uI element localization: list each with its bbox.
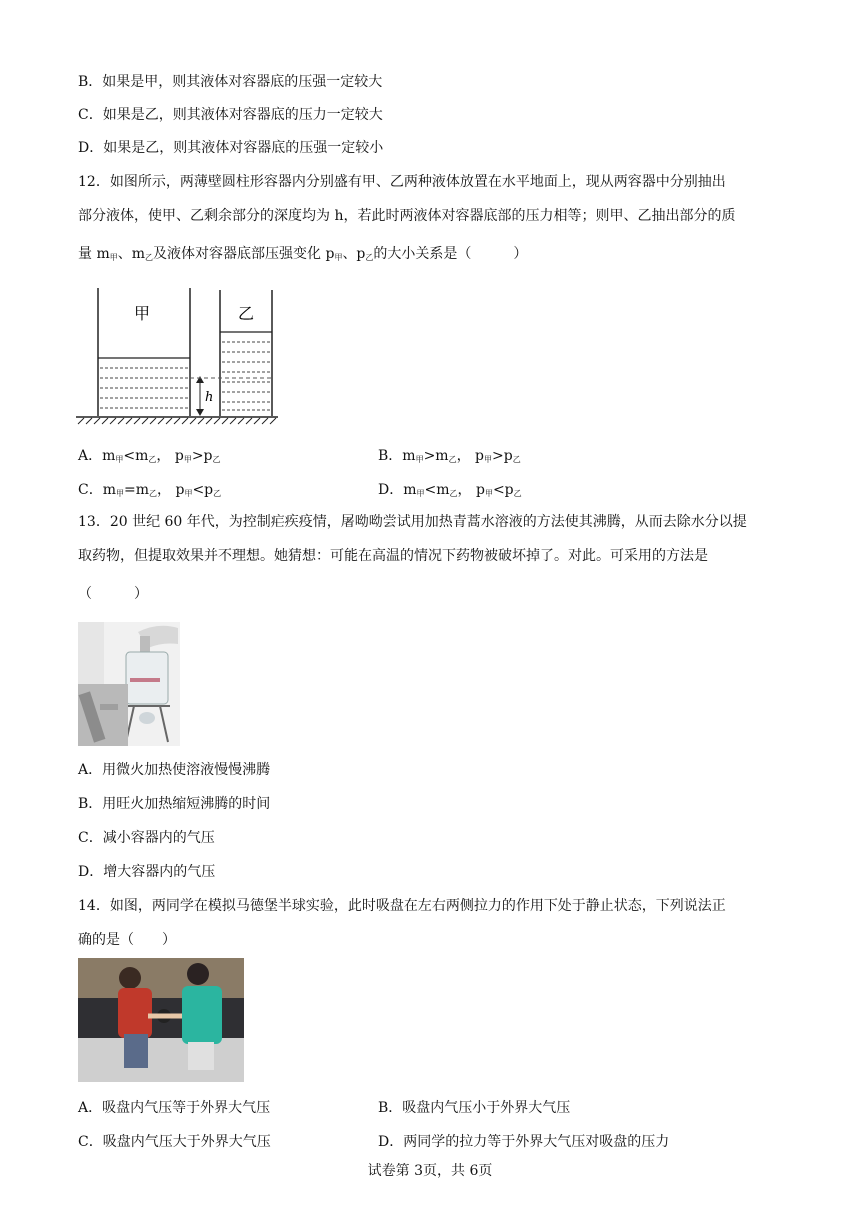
q14-option-d: D．两同学的拉力等于外界大气压对吸盘的压力 <box>378 1134 670 1150</box>
q12-label-h: h <box>205 390 214 405</box>
q12-stem-line2: 部分液体，使甲、乙剩余部分的深度均为 h，若此时两液体对容器底部的压力相等；则甲、乙抽出部分的质 <box>78 208 736 224</box>
q11-option-c: C．如果是乙，则其液体对容器底的压力一定较大 <box>78 107 383 123</box>
q13-stem-line1: 13．20 世纪 60 年代，为控制疟疾疫情，屠呦呦尝试用加热青蒿水溶液的方法使其沸腾，从而去除水分以提 <box>78 514 747 530</box>
q14-stem-line2: 确的是（ ） <box>78 932 176 948</box>
q13-option-a: A．用微火加热使溶液慢慢沸腾 <box>78 762 271 778</box>
q14-option-b: B．吸盘内气压小于外界大气压 <box>378 1100 571 1116</box>
page-footer: 试卷第 3页，共 6页 <box>367 1163 493 1179</box>
q13-option-d: D．增大容器内的气压 <box>78 864 216 880</box>
q12-option-a: A．$m_甲<m_乙$， $p_甲>p_乙$ <box>78 448 221 464</box>
q12-label-yi: 乙 <box>238 304 255 323</box>
q13-option-c: C．减小容器内的气压 <box>78 830 215 846</box>
q12-option-c: C．$m_甲=m_乙$， $p_甲<p_乙$ <box>78 482 222 498</box>
q13-stem-line3: （ ） <box>78 586 148 602</box>
q12-stem-line3: 量 $m_甲$、$m_乙$及液体对容器底部压强变化 $p_甲$、$p_乙$的大小关系是（ ） <box>78 246 528 262</box>
q12-option-b: B．$m_甲>m_乙$， $p_甲>p_乙$ <box>378 448 521 464</box>
q14-option-a: A．吸盘内气压等于外界大气压 <box>78 1100 271 1116</box>
q11-option-b: B．如果是甲，则其液体对容器底的压强一定较大 <box>78 74 383 90</box>
q14-stem-line1: 14．如图，两同学在模拟马德堡半球实验，此时吸盘在左右两侧拉力的作用下处于静止状态，下列说法正 <box>78 898 726 914</box>
q11-option-d: D．如果是乙，则其液体对容器底的压强一定较小 <box>78 140 384 156</box>
q12-stem-line1: 12．如图所示，两薄壁圆柱形容器内分别盛有甲、乙两种液体放置在水平地面上，现从两容器中分别抽出 <box>78 174 726 190</box>
q12-label-jia: 甲 <box>134 304 151 323</box>
q12-container-figure <box>76 286 278 426</box>
q13-option-b: B．用旺火加热缩短沸腾的时间 <box>78 796 271 812</box>
q13-stem-line2: 取药物，但提取效果并不理想。她猜想：可能在高温的情况下药物被破坏掉了。对此。可采用的方法是 <box>78 548 708 564</box>
q14-suction-cup-photo <box>78 958 244 1082</box>
q12-option-d: D．$m_甲<m_乙$， $p_甲<p_乙$ <box>378 482 522 498</box>
q14-option-c: C．吸盘内气压大于外界大气压 <box>78 1134 271 1150</box>
q13-heating-photo <box>78 622 180 746</box>
